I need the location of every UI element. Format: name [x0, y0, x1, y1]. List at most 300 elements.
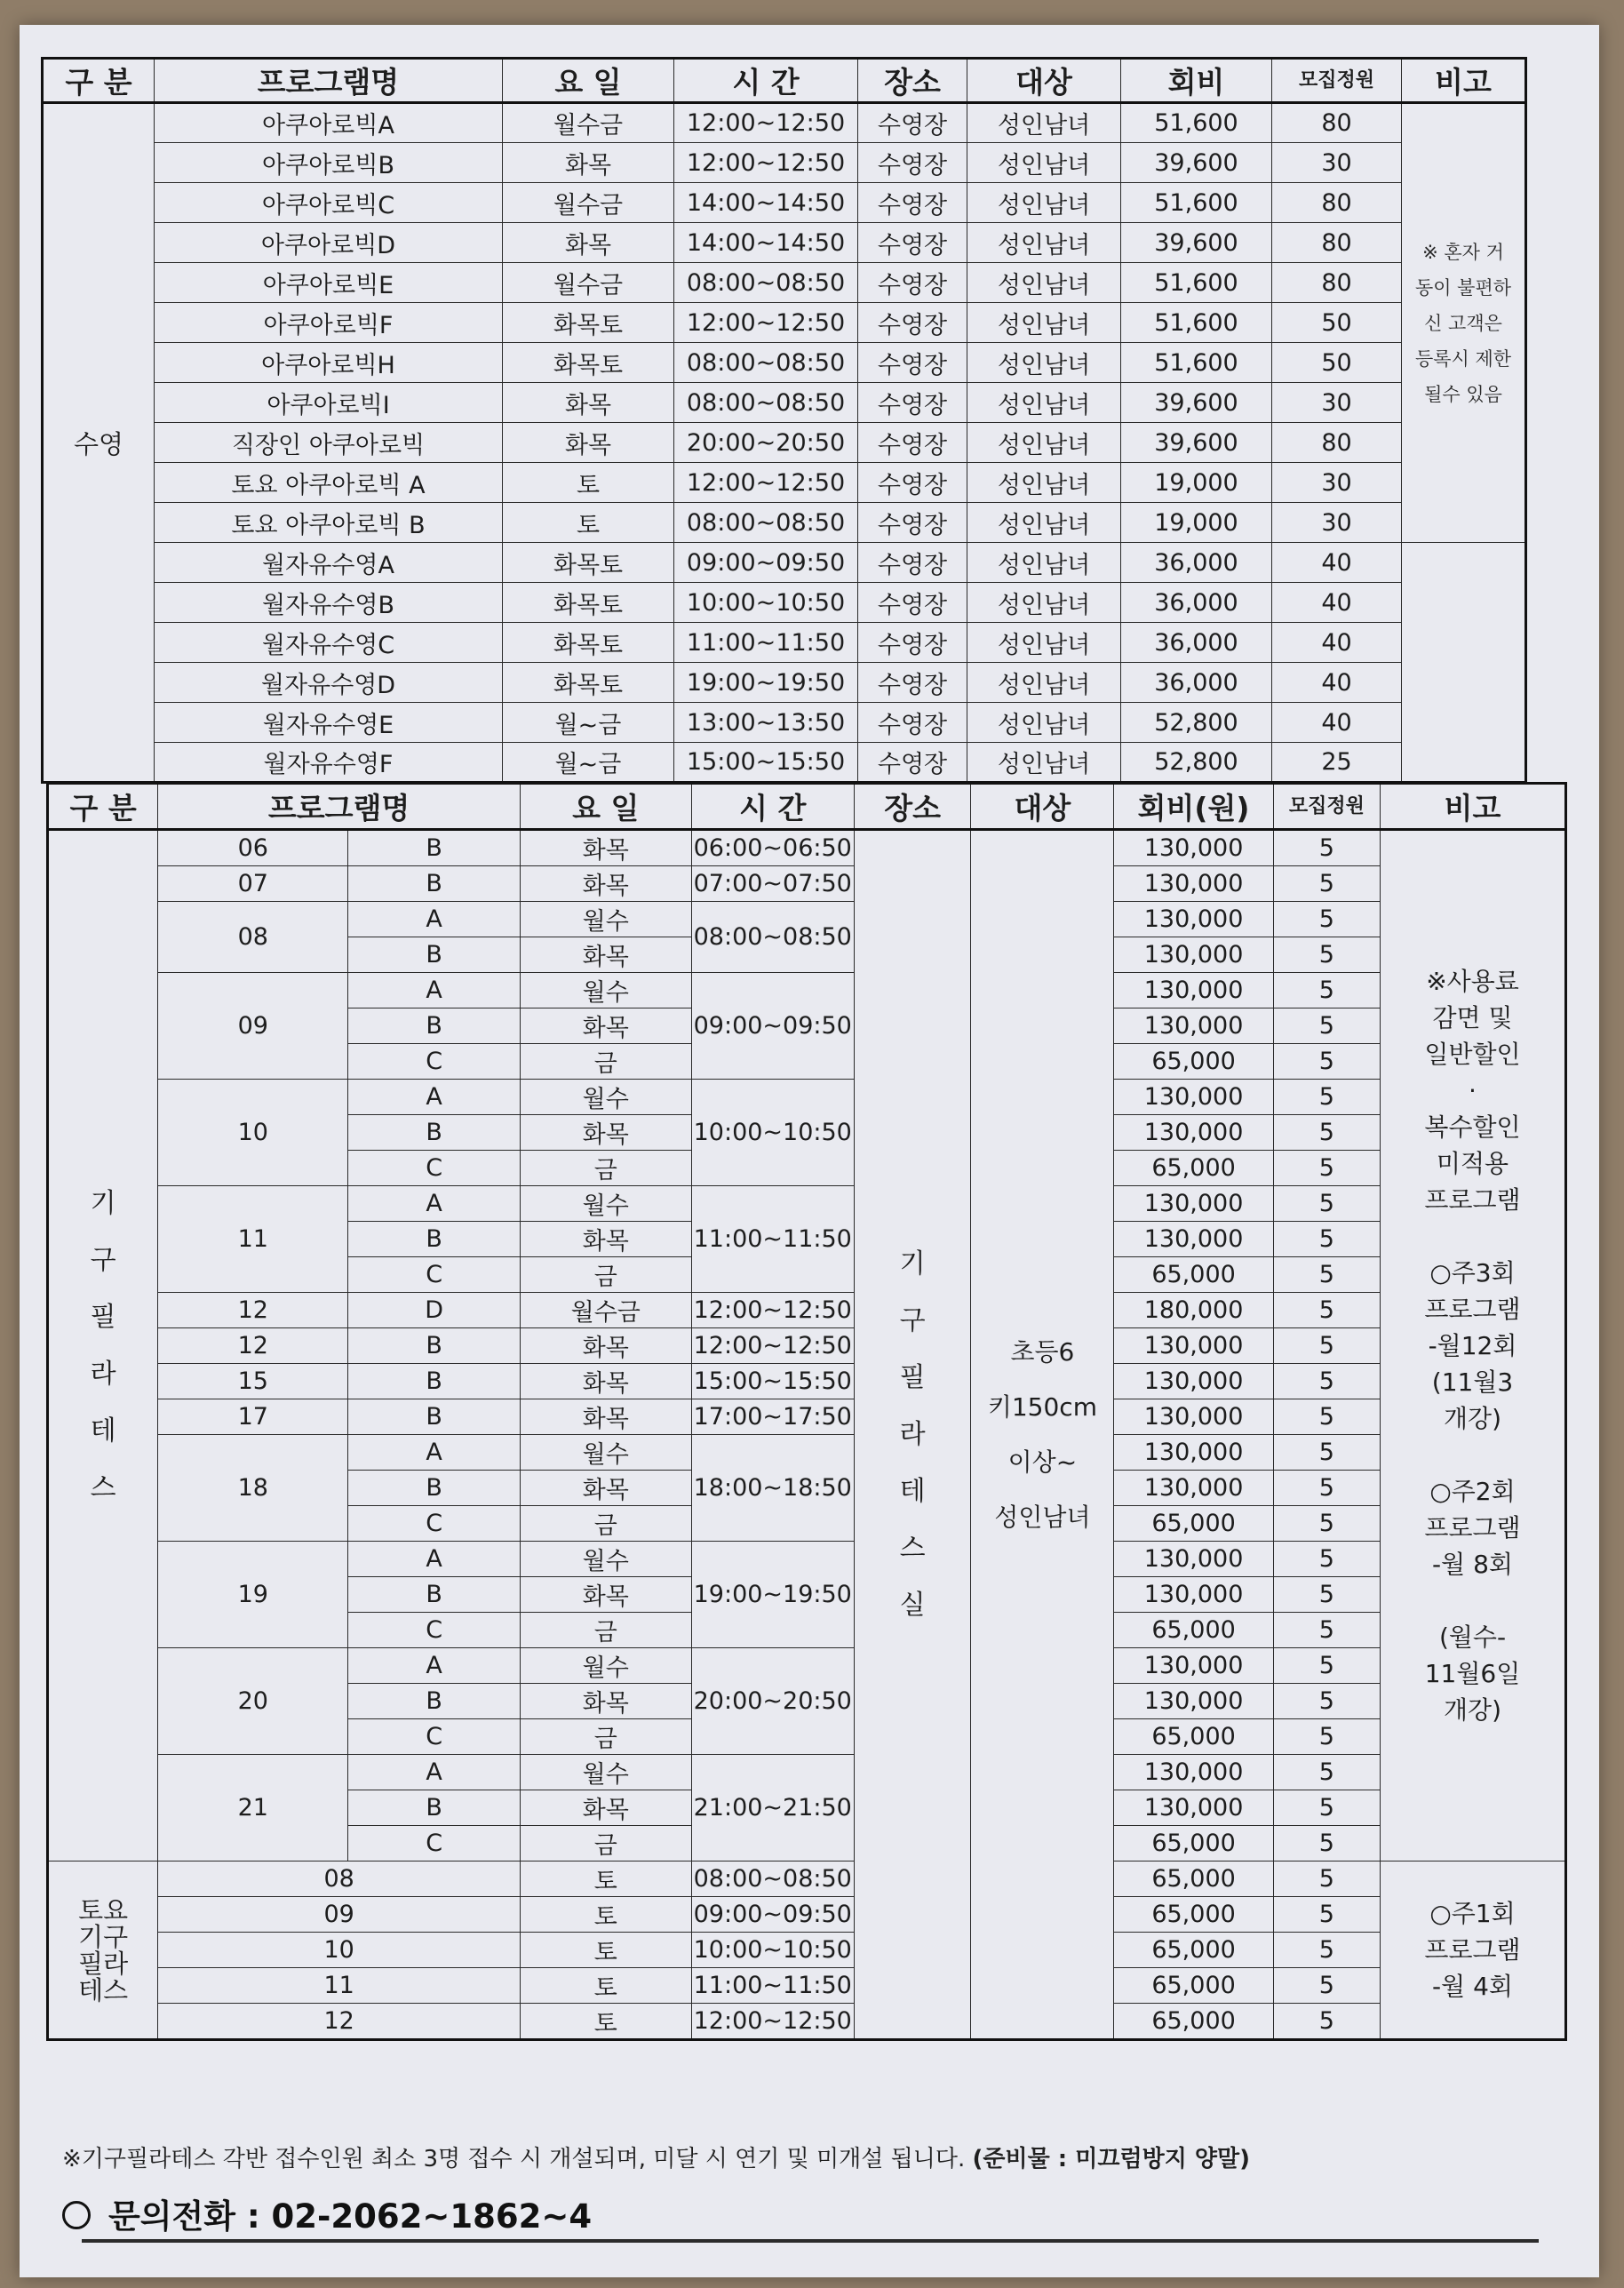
- class-cell: A: [348, 902, 521, 937]
- pilates-schedule-table: [46, 782, 1567, 2041]
- contact-line: [62, 2189, 592, 2237]
- class-cell: B: [348, 1328, 521, 1364]
- time-cell: 08:00~08:50: [691, 902, 854, 973]
- swimming-schedule-table: [41, 57, 1527, 784]
- fee-cell: 19,000: [1121, 503, 1272, 543]
- program-name-cell: 아쿠아로빅E: [155, 263, 503, 303]
- target-cell: 성인남녀: [967, 703, 1121, 743]
- capacity-cell: 5: [1273, 902, 1380, 937]
- days-cell: 화목토: [503, 343, 674, 383]
- fee-cell: 65,000: [1114, 1933, 1273, 1968]
- table-row: [48, 902, 1566, 937]
- place-cell: 수영장: [858, 343, 967, 383]
- class-cell: A: [348, 1435, 521, 1471]
- target-cell: 성인남녀: [967, 543, 1121, 583]
- col-header-remarks: 비고: [1381, 784, 1566, 830]
- fee-cell: 52,800: [1121, 703, 1272, 743]
- hour-cell: 08: [158, 1861, 521, 1897]
- place-cell: 수영장: [858, 423, 967, 463]
- capacity-cell: 5: [1273, 1293, 1380, 1328]
- days-cell: 화목: [520, 1790, 691, 1826]
- table-row: [48, 866, 1566, 902]
- capacity-cell: 5: [1273, 866, 1380, 902]
- table-row: [43, 463, 1526, 503]
- table-row: [43, 383, 1526, 423]
- table-row: [43, 183, 1526, 223]
- time-cell: 10:00~10:50: [691, 1933, 854, 1968]
- capacity-cell: 5: [1273, 1790, 1380, 1826]
- col-header-days: 요 일: [520, 784, 691, 830]
- col-header-category: 구 분: [43, 59, 155, 103]
- target-cell: 성인남녀: [967, 623, 1121, 663]
- days-cell: 화목토: [503, 543, 674, 583]
- category-cell: 수영: [43, 103, 155, 783]
- capacity-cell: 5: [1273, 973, 1380, 1008]
- fee-cell: 130,000: [1114, 937, 1273, 973]
- days-cell: 월수금: [503, 183, 674, 223]
- fee-cell: 130,000: [1114, 1328, 1273, 1364]
- capacity-cell: 30: [1272, 503, 1402, 543]
- table-row: [43, 263, 1526, 303]
- days-cell: 화목: [520, 1115, 691, 1151]
- fee-cell: 39,600: [1121, 423, 1272, 463]
- capacity-cell: 5: [1273, 1115, 1380, 1151]
- days-cell: 화목: [520, 1471, 691, 1506]
- class-cell: B: [348, 1684, 521, 1719]
- fee-cell: 51,600: [1121, 103, 1272, 143]
- capacity-cell: 5: [1273, 1008, 1380, 1044]
- class-cell: A: [348, 973, 521, 1008]
- time-cell: 20:00~20:50: [674, 423, 858, 463]
- class-cell: B: [348, 866, 521, 902]
- target-cell: 성인남녀: [967, 263, 1121, 303]
- days-cell: 화목: [520, 866, 691, 902]
- target-cell: 초등6 키150cm 이상~ 성인남녀: [971, 830, 1114, 2040]
- table-row: [43, 503, 1526, 543]
- capacity-cell: 80: [1272, 223, 1402, 263]
- fee-cell: 65,000: [1114, 1044, 1273, 1080]
- target-cell: 성인남녀: [967, 503, 1121, 543]
- target-cell: 성인남녀: [967, 423, 1121, 463]
- fee-cell: 19,000: [1121, 463, 1272, 503]
- capacity-cell: 40: [1272, 583, 1402, 623]
- capacity-cell: 40: [1272, 663, 1402, 703]
- capacity-cell: 40: [1272, 543, 1402, 583]
- class-cell: A: [348, 1542, 521, 1577]
- fee-cell: 36,000: [1121, 583, 1272, 623]
- table-row: [48, 1435, 1566, 1471]
- capacity-cell: 80: [1272, 183, 1402, 223]
- days-cell: 화목: [520, 1684, 691, 1719]
- fee-cell: 65,000: [1114, 1151, 1273, 1186]
- class-cell: B: [348, 1222, 521, 1257]
- target-cell: 성인남녀: [967, 663, 1121, 703]
- table-row: [43, 423, 1526, 463]
- class-cell: A: [348, 1755, 521, 1790]
- fee-cell: 130,000: [1114, 902, 1273, 937]
- table-header-row: [43, 59, 1526, 103]
- capacity-cell: 5: [1273, 1968, 1380, 2004]
- fee-cell: 65,000: [1114, 1719, 1273, 1755]
- days-cell: 화목: [520, 1222, 691, 1257]
- col-header-days: 요 일: [503, 59, 674, 103]
- remarks-cell: ※사용료 감면 및 일반할인 · 복수할인 미적용 프로그램 ○주3회 프로그램 -월12회 (11월3 개강) ○주2회 프로그램 -월 8회 (월수- 11월6일 개강): [1381, 830, 1566, 1861]
- days-cell: 화목토: [503, 583, 674, 623]
- fee-cell: 65,000: [1114, 1506, 1273, 1542]
- days-cell: 월수: [520, 973, 691, 1008]
- fee-cell: 130,000: [1114, 1684, 1273, 1719]
- days-cell: 화목: [520, 830, 691, 866]
- hour-cell: 20: [158, 1648, 348, 1755]
- time-cell: 14:00~14:50: [674, 183, 858, 223]
- document-sheet: [20, 25, 1599, 2277]
- days-cell: 월수금: [520, 1293, 691, 1328]
- table-row: [43, 663, 1526, 703]
- fee-cell: 65,000: [1114, 1861, 1273, 1897]
- capacity-cell: 5: [1273, 1222, 1380, 1257]
- capacity-cell: 5: [1273, 1186, 1380, 1222]
- time-cell: 09:00~09:50: [691, 1897, 854, 1933]
- place-cell: 수영장: [858, 103, 967, 143]
- fee-cell: 65,000: [1114, 1897, 1273, 1933]
- table-header-row: [48, 784, 1566, 830]
- class-cell: C: [348, 1257, 521, 1293]
- class-cell: A: [348, 1648, 521, 1684]
- days-cell: 화목토: [503, 623, 674, 663]
- hour-cell: 15: [158, 1364, 348, 1399]
- table-row: [43, 543, 1526, 583]
- capacity-cell: 5: [1273, 1257, 1380, 1293]
- vertical-label: 기구필라테스실: [899, 1248, 926, 1621]
- category-cell: [48, 830, 158, 1861]
- fee-cell: 130,000: [1114, 1542, 1273, 1577]
- capacity-cell: 5: [1273, 1861, 1380, 1897]
- class-cell: C: [348, 1613, 521, 1648]
- fee-cell: 180,000: [1114, 1293, 1273, 1328]
- program-name-cell: 월자유수영F: [155, 743, 503, 783]
- hour-cell: 19: [158, 1542, 348, 1648]
- col-header-time: 시 간: [674, 59, 858, 103]
- place-cell: 수영장: [858, 383, 967, 423]
- fee-cell: 36,000: [1121, 663, 1272, 703]
- hour-cell: 06: [158, 830, 348, 866]
- fee-cell: 65,000: [1114, 1968, 1273, 2004]
- fee-cell: 39,600: [1121, 143, 1272, 183]
- program-name-cell: 월자유수영D: [155, 663, 503, 703]
- table-row: [48, 1186, 1566, 1222]
- capacity-cell: 5: [1273, 1933, 1380, 1968]
- class-cell: B: [348, 1790, 521, 1826]
- col-header-program: 프로그램명: [158, 784, 521, 830]
- table-row: [48, 1861, 1566, 1897]
- fee-cell: 130,000: [1114, 1364, 1273, 1399]
- fee-cell: 130,000: [1114, 830, 1273, 866]
- saturday-remarks-cell: ○주1회 프로그램 -월 4회: [1381, 1861, 1566, 2040]
- table-row: [48, 1968, 1566, 2004]
- capacity-cell: 80: [1272, 263, 1402, 303]
- place-cell: 수영장: [858, 463, 967, 503]
- fee-cell: 39,600: [1121, 223, 1272, 263]
- time-cell: 09:00~09:50: [691, 973, 854, 1080]
- target-cell: 성인남녀: [967, 223, 1121, 263]
- col-header-time: 시 간: [691, 784, 854, 830]
- target-cell: 성인남녀: [967, 463, 1121, 503]
- time-cell: 19:00~19:50: [674, 663, 858, 703]
- capacity-cell: 5: [1273, 1151, 1380, 1186]
- time-cell: 12:00~12:50: [674, 463, 858, 503]
- capacity-cell: 50: [1272, 343, 1402, 383]
- days-cell: 금: [520, 1151, 691, 1186]
- class-cell: C: [348, 1044, 521, 1080]
- hour-cell: 07: [158, 866, 348, 902]
- hour-cell: 21: [158, 1755, 348, 1861]
- capacity-cell: 5: [1273, 2004, 1380, 2040]
- class-cell: C: [348, 1826, 521, 1861]
- days-cell: 금: [520, 1826, 691, 1861]
- program-name-cell: 토요 아쿠아로빅 B: [155, 503, 503, 543]
- days-cell: 토: [520, 1897, 691, 1933]
- capacity-cell: 5: [1273, 1080, 1380, 1115]
- days-cell: 월수금: [503, 263, 674, 303]
- time-cell: 12:00~12:50: [674, 103, 858, 143]
- class-cell: A: [348, 1186, 521, 1222]
- fee-cell: 36,000: [1121, 623, 1272, 663]
- capacity-cell: 40: [1272, 623, 1402, 663]
- capacity-cell: 50: [1272, 303, 1402, 343]
- table-row: [48, 1080, 1566, 1115]
- capacity-cell: 5: [1273, 1471, 1380, 1506]
- table-row: [48, 1364, 1566, 1399]
- time-cell: 07:00~07:50: [691, 866, 854, 902]
- time-cell: 11:00~11:50: [674, 623, 858, 663]
- col-header-place: 장소: [854, 784, 970, 830]
- class-cell: B: [348, 1008, 521, 1044]
- hour-cell: 11: [158, 1186, 348, 1293]
- target-cell: 성인남녀: [967, 583, 1121, 623]
- target-cell: 성인남녀: [967, 383, 1121, 423]
- days-cell: 토: [520, 1861, 691, 1897]
- fee-cell: 51,600: [1121, 183, 1272, 223]
- fee-cell: 51,600: [1121, 303, 1272, 343]
- time-cell: 13:00~13:50: [674, 703, 858, 743]
- fee-cell: 130,000: [1114, 1648, 1273, 1684]
- capacity-cell: 5: [1273, 1542, 1380, 1577]
- fee-cell: 65,000: [1114, 1257, 1273, 1293]
- capacity-cell: 40: [1272, 703, 1402, 743]
- place-cell: 수영장: [858, 703, 967, 743]
- table-row: [48, 1542, 1566, 1577]
- fee-cell: 130,000: [1114, 973, 1273, 1008]
- table-row: [43, 143, 1526, 183]
- saturday-category-cell: 토요 기구 필라 테스: [48, 1861, 158, 2040]
- fee-cell: 130,000: [1114, 1115, 1273, 1151]
- program-name-cell: 월자유수영A: [155, 543, 503, 583]
- fee-cell: 130,000: [1114, 1755, 1273, 1790]
- table-row: [43, 223, 1526, 263]
- fee-cell: 130,000: [1114, 866, 1273, 902]
- hour-cell: 10: [158, 1933, 521, 1968]
- table-row: [48, 973, 1566, 1008]
- capacity-cell: 80: [1272, 103, 1402, 143]
- time-cell: 18:00~18:50: [691, 1435, 854, 1542]
- capacity-cell: 5: [1273, 1364, 1380, 1399]
- days-cell: 토: [503, 463, 674, 503]
- footnote-notice: ※기구필라테스 각반 접수인원 최소 3명 접수 시 개설되며, 미달 시 연기 및 미개설 됩니다.: [62, 2146, 966, 2172]
- table-row: [43, 583, 1526, 623]
- days-cell: 금: [520, 1613, 691, 1648]
- table-row: [43, 703, 1526, 743]
- col-header-remarks: 비고: [1402, 59, 1526, 103]
- time-cell: 12:00~12:50: [674, 143, 858, 183]
- days-cell: 월수: [520, 1080, 691, 1115]
- capacity-cell: 5: [1273, 1684, 1380, 1719]
- col-header-fee: 회비(원): [1114, 784, 1273, 830]
- fee-cell: 65,000: [1114, 1613, 1273, 1648]
- time-cell: 08:00~08:50: [674, 263, 858, 303]
- place-cell: [854, 830, 970, 2040]
- place-cell: 수영장: [858, 583, 967, 623]
- table-row: [43, 103, 1526, 143]
- time-cell: 15:00~15:50: [691, 1364, 854, 1399]
- fee-cell: 130,000: [1114, 1790, 1273, 1826]
- time-cell: 10:00~10:50: [691, 1080, 854, 1186]
- days-cell: 화목: [520, 1577, 691, 1613]
- days-cell: 월수: [520, 902, 691, 937]
- days-cell: 화목: [520, 1399, 691, 1435]
- days-cell: 화목: [503, 383, 674, 423]
- time-cell: 17:00~17:50: [691, 1399, 854, 1435]
- days-cell: 월수: [520, 1186, 691, 1222]
- program-name-cell: 직장인 아쿠아로빅: [155, 423, 503, 463]
- time-cell: 08:00~08:50: [674, 503, 858, 543]
- capacity-cell: 5: [1273, 1328, 1380, 1364]
- capacity-cell: 80: [1272, 423, 1402, 463]
- capacity-cell: 5: [1273, 1506, 1380, 1542]
- time-cell: 06:00~06:50: [691, 830, 854, 866]
- place-cell: 수영장: [858, 503, 967, 543]
- fee-cell: 51,600: [1121, 263, 1272, 303]
- program-name-cell: 아쿠아로빅B: [155, 143, 503, 183]
- hour-cell: 09: [158, 1897, 521, 1933]
- fee-cell: 130,000: [1114, 1471, 1273, 1506]
- class-cell: C: [348, 1719, 521, 1755]
- fee-cell: 36,000: [1121, 543, 1272, 583]
- hour-cell: 18: [158, 1435, 348, 1542]
- fee-cell: 130,000: [1114, 1222, 1273, 1257]
- capacity-cell: 5: [1273, 830, 1380, 866]
- table-row: [48, 1755, 1566, 1790]
- table-row: [43, 343, 1526, 383]
- table-row: [48, 2004, 1566, 2040]
- col-header-program: 프로그램명: [155, 59, 503, 103]
- col-header-capacity: 모집정원: [1273, 784, 1380, 830]
- footnote-prep: (준비물 : 미끄럼방지 양말): [972, 2146, 1250, 2172]
- class-cell: B: [348, 1577, 521, 1613]
- fee-cell: 130,000: [1114, 1435, 1273, 1471]
- divider: [82, 2239, 1539, 2243]
- capacity-cell: 5: [1273, 1399, 1380, 1435]
- time-cell: 08:00~08:50: [674, 383, 858, 423]
- class-cell: D: [348, 1293, 521, 1328]
- capacity-cell: 30: [1272, 383, 1402, 423]
- table-row: [48, 830, 1566, 866]
- hour-cell: 17: [158, 1399, 348, 1435]
- target-cell: 성인남녀: [967, 343, 1121, 383]
- time-cell: 20:00~20:50: [691, 1648, 854, 1755]
- program-name-cell: 아쿠아로빅D: [155, 223, 503, 263]
- target-cell: 성인남녀: [967, 743, 1121, 783]
- table-row: [43, 743, 1526, 783]
- days-cell: 화목: [520, 1364, 691, 1399]
- program-name-cell: 아쿠아로빅A: [155, 103, 503, 143]
- fee-cell: 52,800: [1121, 743, 1272, 783]
- capacity-cell: 5: [1273, 1648, 1380, 1684]
- class-cell: B: [348, 1471, 521, 1506]
- hour-cell: 08: [158, 902, 348, 973]
- time-cell: 12:00~12:50: [674, 303, 858, 343]
- hour-cell: 12: [158, 2004, 521, 2040]
- capacity-cell: 5: [1273, 1719, 1380, 1755]
- days-cell: 토: [520, 1933, 691, 1968]
- class-cell: B: [348, 1399, 521, 1435]
- program-name-cell: 아쿠아로빅F: [155, 303, 503, 343]
- place-cell: 수영장: [858, 743, 967, 783]
- time-cell: 14:00~14:50: [674, 223, 858, 263]
- fee-cell: 39,600: [1121, 383, 1272, 423]
- days-cell: 월수: [520, 1755, 691, 1790]
- fee-cell: 130,000: [1114, 1577, 1273, 1613]
- target-cell: 성인남녀: [967, 103, 1121, 143]
- class-cell: C: [348, 1506, 521, 1542]
- fee-cell: 65,000: [1114, 2004, 1273, 2040]
- capacity-cell: 25: [1272, 743, 1402, 783]
- hour-cell: 12: [158, 1328, 348, 1364]
- days-cell: 화목: [503, 423, 674, 463]
- days-cell: 금: [520, 1044, 691, 1080]
- place-cell: 수영장: [858, 263, 967, 303]
- table-row: [48, 1399, 1566, 1435]
- days-cell: 금: [520, 1506, 691, 1542]
- table-row: [48, 1293, 1566, 1328]
- time-cell: 12:00~12:50: [691, 1328, 854, 1364]
- fee-cell: 130,000: [1114, 1008, 1273, 1044]
- time-cell: 08:00~08:50: [674, 343, 858, 383]
- fee-cell: 65,000: [1114, 1826, 1273, 1861]
- days-cell: 화목토: [503, 303, 674, 343]
- fee-cell: 130,000: [1114, 1080, 1273, 1115]
- days-cell: 토: [520, 1968, 691, 2004]
- capacity-cell: 5: [1273, 1435, 1380, 1471]
- days-cell: 월수: [520, 1648, 691, 1684]
- time-cell: 19:00~19:50: [691, 1542, 854, 1648]
- capacity-cell: 5: [1273, 1755, 1380, 1790]
- capacity-cell: 5: [1273, 1613, 1380, 1648]
- time-cell: 21:00~21:50: [691, 1755, 854, 1861]
- table-row: [48, 1933, 1566, 1968]
- place-cell: 수영장: [858, 183, 967, 223]
- vertical-label: 기구필라테스: [90, 1187, 116, 1503]
- col-header-fee: 회비: [1121, 59, 1272, 103]
- place-cell: 수영장: [858, 663, 967, 703]
- col-header-place: 장소: [858, 59, 967, 103]
- days-cell: 토: [503, 503, 674, 543]
- capacity-cell: 30: [1272, 463, 1402, 503]
- days-cell: 월~금: [503, 743, 674, 783]
- capacity-cell: 5: [1273, 1826, 1380, 1861]
- days-cell: 토: [520, 2004, 691, 2040]
- circle-bullet-icon: [62, 2201, 91, 2229]
- target-cell: 성인남녀: [967, 183, 1121, 223]
